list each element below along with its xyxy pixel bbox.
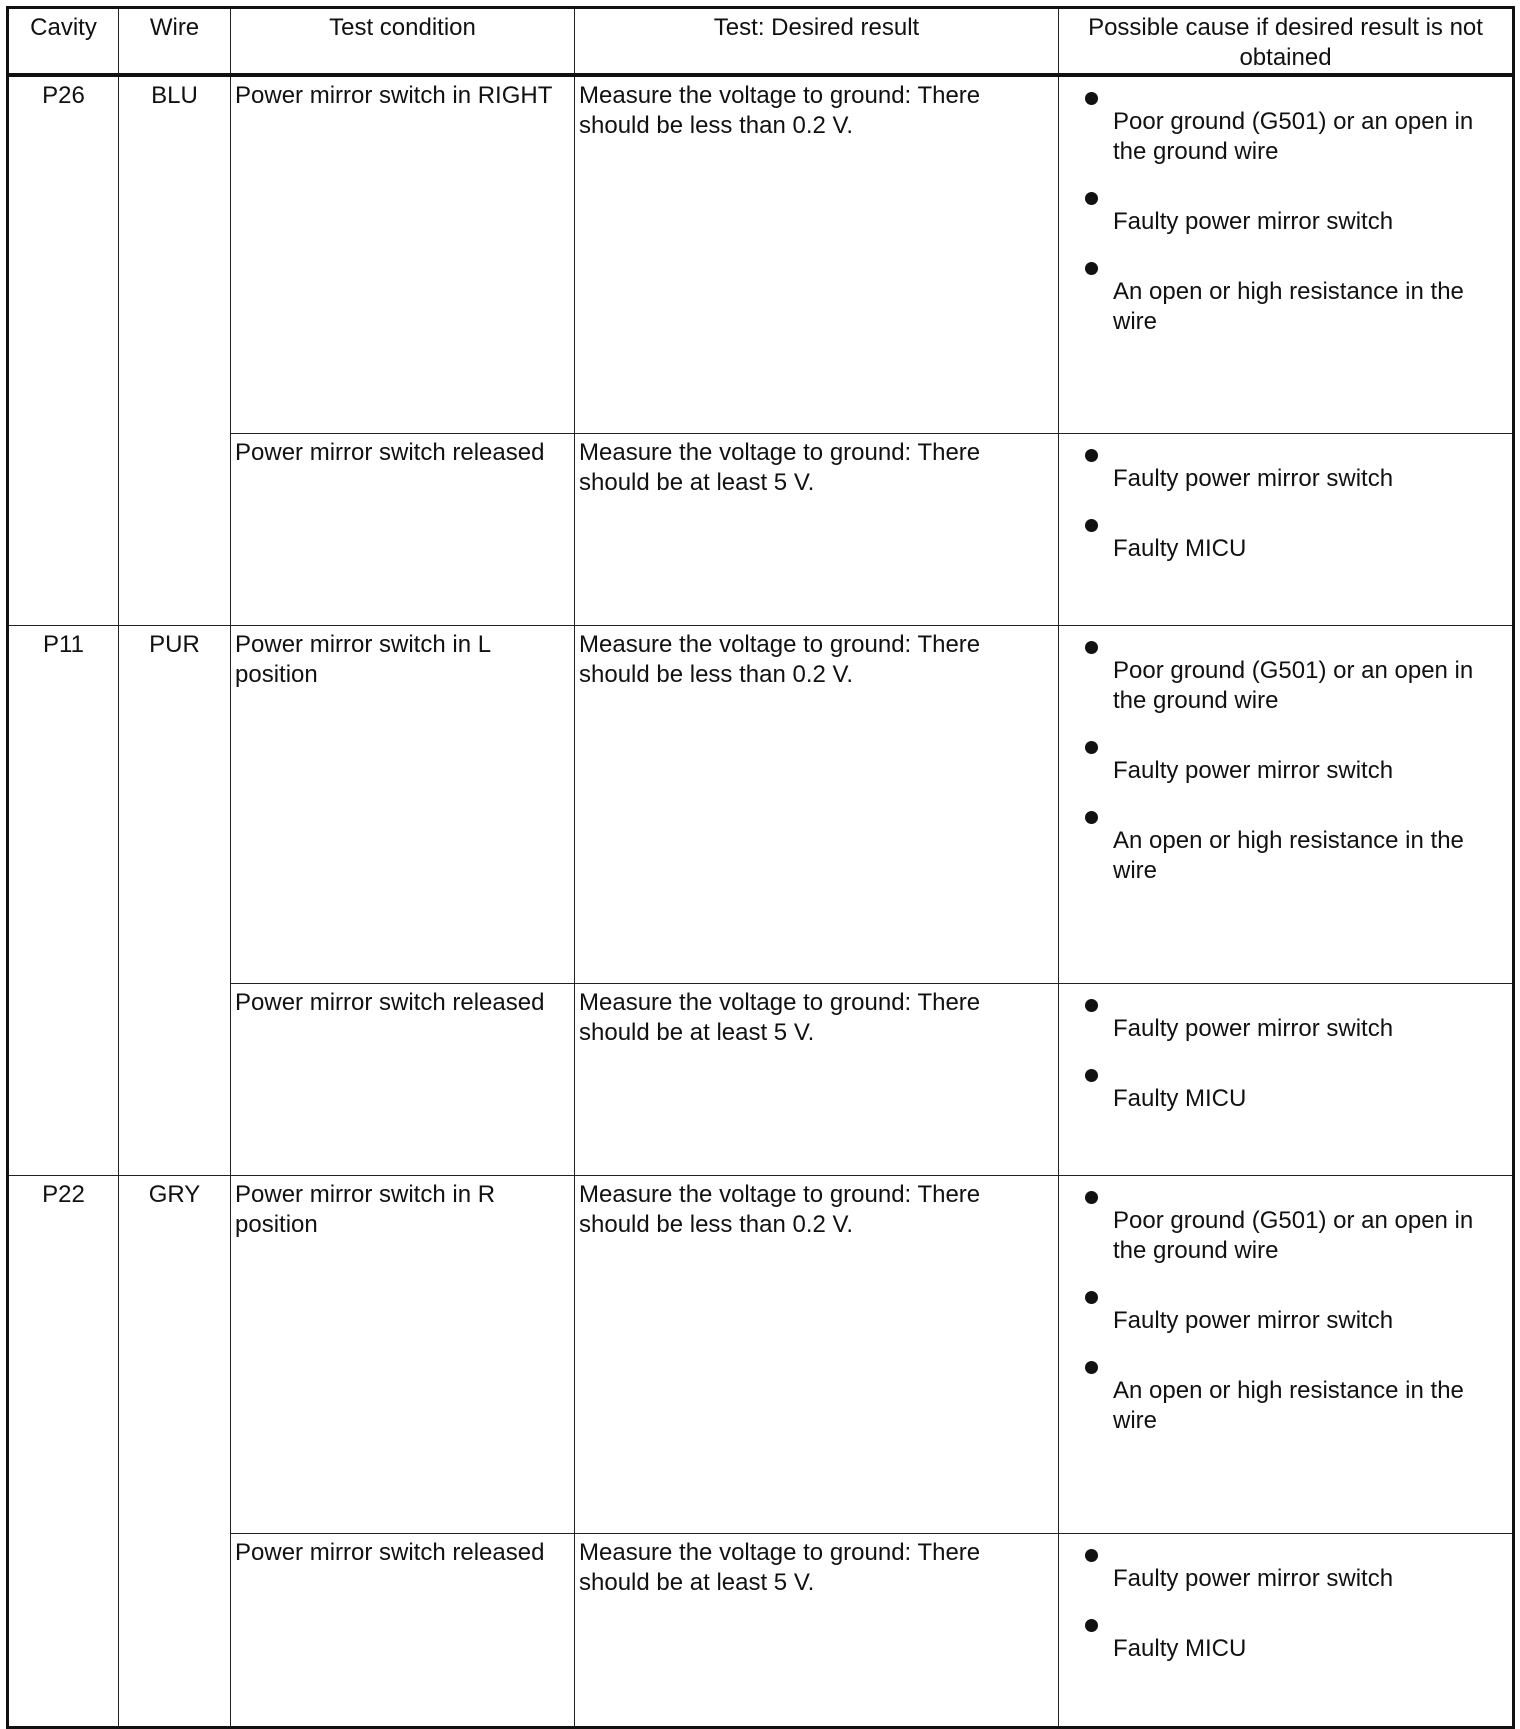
bullet-icon xyxy=(1085,1191,1098,1204)
bullet-icon xyxy=(1085,192,1098,205)
cause-item xyxy=(1063,1350,1508,1436)
cause-list xyxy=(1063,438,1508,564)
desired-result-cell: Measure the voltage to ground: There should be at least 5 V. xyxy=(575,983,1059,1175)
cause-list xyxy=(1063,1180,1508,1436)
bullet-icon xyxy=(1085,262,1098,275)
desired-result-cell: Measure the voltage to ground: There should be at least 5 V. xyxy=(575,1533,1059,1727)
bullet-icon xyxy=(1085,641,1098,654)
header-wire: Wire xyxy=(119,8,231,76)
table-row xyxy=(8,433,1514,625)
table-row xyxy=(8,983,1514,1175)
cause-item xyxy=(1063,1538,1508,1594)
wire-cell: BLU xyxy=(119,75,231,625)
cause-list xyxy=(1063,988,1508,1114)
desired-result-cell: Measure the voltage to ground: There should be less than 0.2 V. xyxy=(575,625,1059,983)
bullet-icon xyxy=(1085,1069,1098,1082)
cause-list xyxy=(1063,1538,1508,1664)
cavity-cell: P22 xyxy=(8,1175,119,1727)
possible-cause-cell xyxy=(1059,75,1514,433)
bullet-icon xyxy=(1085,519,1098,532)
cause-item xyxy=(1063,730,1508,786)
cause-text: Faulty power mirror switch xyxy=(1113,208,1394,235)
cause-item xyxy=(1063,988,1508,1044)
bullet-icon xyxy=(1085,1619,1098,1632)
cause-text: Faulty power mirror switch xyxy=(1113,1306,1394,1334)
cause-item xyxy=(1063,800,1508,886)
header-cavity: Cavity xyxy=(8,8,119,76)
test-condition-cell: Power mirror switch in RIGHT xyxy=(231,75,575,433)
cause-text: Faulty power mirror switch xyxy=(1113,1014,1394,1042)
desired-result-cell: Measure the voltage to ground: There should be less than 0.2 V. xyxy=(575,75,1059,433)
test-condition-cell: Power mirror switch in R position xyxy=(231,1175,575,1533)
wire-cell: PUR xyxy=(119,625,231,1175)
cause-item xyxy=(1063,1608,1508,1664)
table-row xyxy=(8,75,1514,433)
cause-list xyxy=(1063,81,1508,337)
cause-item xyxy=(1063,508,1508,564)
possible-cause-cell xyxy=(1059,1175,1514,1533)
table-row xyxy=(8,625,1514,983)
cause-text: An open or high resistance in the wire xyxy=(1113,278,1464,335)
cause-item xyxy=(1063,181,1508,237)
test-condition-cell: Power mirror switch released xyxy=(231,433,575,625)
bullet-icon xyxy=(1085,999,1098,1012)
cause-item xyxy=(1063,81,1508,167)
cause-text: An open or high resistance in the wire xyxy=(1113,1376,1464,1434)
wire-cell: GRY xyxy=(119,1175,231,1727)
bullet-icon xyxy=(1085,1361,1098,1374)
header-test-condition: Test condition xyxy=(231,8,575,76)
cause-item xyxy=(1063,251,1508,337)
bullet-icon xyxy=(1085,449,1098,462)
possible-cause-cell xyxy=(1059,433,1514,625)
cause-text: Poor ground (G501) or an open in the ground wire xyxy=(1113,108,1474,165)
header-desired-result: Test: Desired result xyxy=(575,8,1059,76)
possible-cause-cell xyxy=(1059,983,1514,1175)
troubleshooting-table xyxy=(6,6,1515,1729)
cause-text: Poor ground (G501) or an open in the ground wire xyxy=(1113,1206,1474,1264)
cause-item xyxy=(1063,1180,1508,1266)
possible-cause-cell xyxy=(1059,1533,1514,1727)
cause-text: Faulty power mirror switch xyxy=(1113,464,1394,492)
desired-result-cell: Measure the voltage to ground: There should be at least 5 V. xyxy=(575,433,1059,625)
cavity-cell: P11 xyxy=(8,625,119,1175)
cause-text: Faulty MICU xyxy=(1113,534,1247,562)
cause-list xyxy=(1063,630,1508,886)
header-possible-cause: Possible cause if desired result is not obtained xyxy=(1059,8,1514,76)
bullet-icon xyxy=(1085,811,1098,824)
desired-result-cell: Measure the voltage to ground: There should be less than 0.2 V. xyxy=(575,1175,1059,1533)
bullet-icon xyxy=(1085,92,1098,105)
cause-text: An open or high resistance in the wire xyxy=(1113,826,1464,884)
cause-item xyxy=(1063,1058,1508,1114)
table-row xyxy=(8,1533,1514,1727)
table-row xyxy=(8,1175,1514,1533)
cause-text: Faulty power mirror switch xyxy=(1113,1564,1394,1592)
cause-text: Faulty MICU xyxy=(1113,1084,1247,1112)
cause-text: Faulty power mirror switch xyxy=(1113,756,1394,784)
test-condition-cell: Power mirror switch in L position xyxy=(231,625,575,983)
cause-item xyxy=(1063,630,1508,716)
possible-cause-cell xyxy=(1059,625,1514,983)
bullet-icon xyxy=(1085,741,1098,754)
test-condition-cell: Power mirror switch released xyxy=(231,1533,575,1727)
cause-text: Faulty MICU xyxy=(1113,1634,1247,1662)
cause-item xyxy=(1063,438,1508,494)
bullet-icon xyxy=(1085,1291,1098,1304)
cause-text: Poor ground (G501) or an open in the ground wire xyxy=(1113,656,1474,714)
cause-item xyxy=(1063,1280,1508,1336)
table-header-row xyxy=(8,8,1514,76)
cavity-cell: P26 xyxy=(8,75,119,625)
bullet-icon xyxy=(1085,1549,1098,1562)
test-condition-cell: Power mirror switch released xyxy=(231,983,575,1175)
